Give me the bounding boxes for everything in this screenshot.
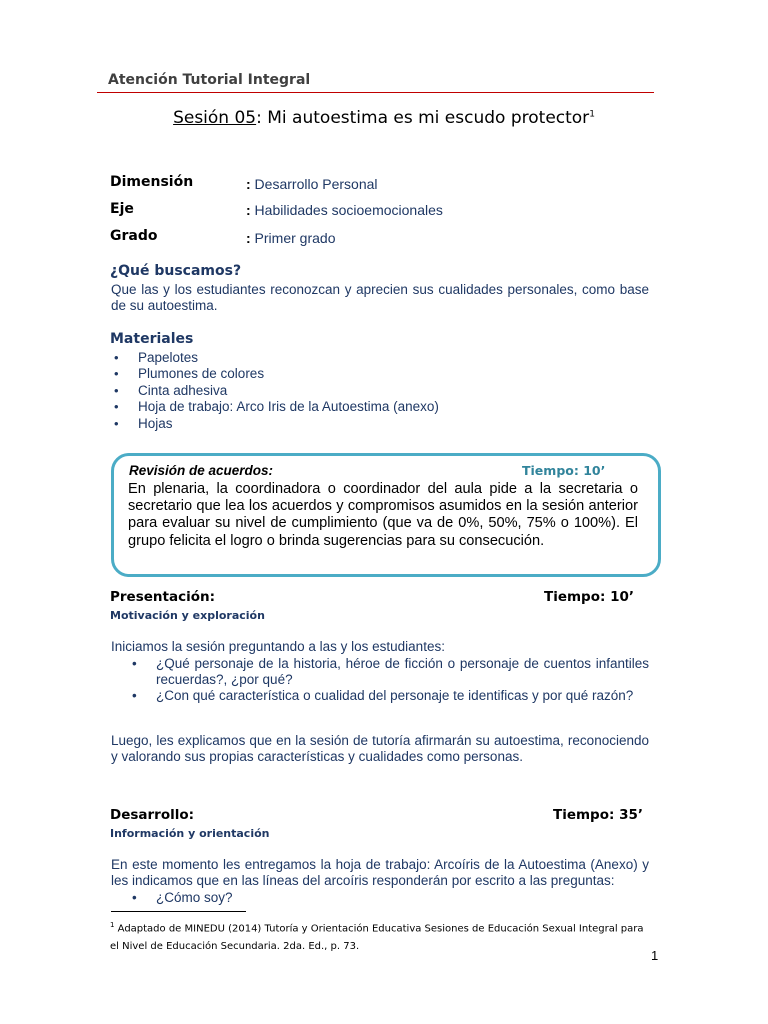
session-title [0,108,768,128]
list-item: • ¿Qué personaje de la historia, héroe de ficción o personaje de cuentos infantiles recuerdas?, ¿por qué? [130,656,649,688]
page-number: 1 [651,948,659,963]
meta-colon: : [246,202,251,218]
list-item: • Cinta adhesiva [112,383,439,399]
list-item: • Hojas [112,416,439,432]
presentacion-time: Tiempo: 10’ [544,589,635,605]
desarrollo-subheading: Información y orientación [110,827,270,840]
que-buscamos-text: Que las y los estudiantes reconozcan y aprecien sus cualidades personales, como base de su autoestima. [111,282,649,313]
footnote-divider [111,911,246,912]
meta-label-dimension: Dimensión [110,174,194,190]
list-item: • Papelotes [112,350,439,366]
desarrollo-text: En este momento les entregamos la hoja de trabajo: Arcoíris de la Autoestima (Anexo) y les indicamos que en las líneas del arcoíris responderán por escrito a las preguntas: [111,857,649,888]
list-item: • ¿Cómo soy? [130,890,649,906]
meta-value-text: Desarrollo Personal [250,176,378,192]
revision-label: Revisión de acuerdos: [129,463,274,478]
presentacion-subheading: Motivación y exploración [110,609,265,622]
presentacion-questions [130,656,649,704]
meta-colon: : [246,176,251,192]
desarrollo-time: Tiempo: 35’ [553,807,644,823]
meta-value-grade [246,230,335,246]
revision-time: Tiempo: 10’ [522,463,606,478]
meta-colon: : [246,230,251,246]
materiales-heading: Materiales [110,331,194,347]
meta-value-text: Habilidades socioemocionales [250,202,443,218]
meta-label-axis: Eje [110,201,134,217]
document-header: Atención Tutorial Integral [108,72,311,88]
footnote-reference: 1 [589,109,595,120]
list-item: • Hoja de trabajo: Arco Iris de la Autoestima (anexo) [112,399,439,415]
list-item: • Plumones de colores [112,366,439,382]
session-title-text: Mi autoestima es mi escudo protector [261,108,590,128]
presentacion-heading: Presentación: [110,589,215,605]
materiales-list [112,350,439,432]
presentacion-intro: Iniciamos la sesión preguntando a las y los estudiantes: [111,639,445,654]
revision-text: En plenaria, la coordinadora o coordinador del aula pide a la secretaria o secretario que lea los acuerdos y compromisos asumidos en la sesión anterior para evaluar su nivel de cumplimiento (que va de 0%, 50%, 75% o 100%). El grupo felicita el logro o brinda sugerencias para su consecución. [128,481,638,549]
list-item: • ¿Con qué característica o cualidad del personaje te identificas y por qué razón? [130,688,649,704]
footnote [110,916,650,956]
meta-value-axis [246,202,443,218]
title-separator: : [256,108,262,128]
meta-value-dimension [246,176,378,192]
que-buscamos-heading: ¿Qué buscamos? [110,263,242,279]
header-divider [97,92,654,93]
desarrollo-questions [130,890,649,906]
footnote-text: Adaptado de MINEDU (2014) Tutoría y Orientación Educativa Sesiones de Educación Sexual Integral para el Nivel de Educación Secundaria. 2da. Ed., p. 73. [110,923,644,953]
session-number: Sesión 05 [173,108,257,128]
footnote-marker: 1 [110,921,115,929]
meta-value-text: Primer grado [250,230,336,246]
presentacion-closing: Luego, les explicamos que en la sesión de tutoría afirmarán su autoestima, reconociendo y valorando sus propias características y cualidades como personas. [111,733,649,764]
meta-label-grade: Grado [110,228,158,244]
desarrollo-heading: Desarrollo: [110,807,195,823]
